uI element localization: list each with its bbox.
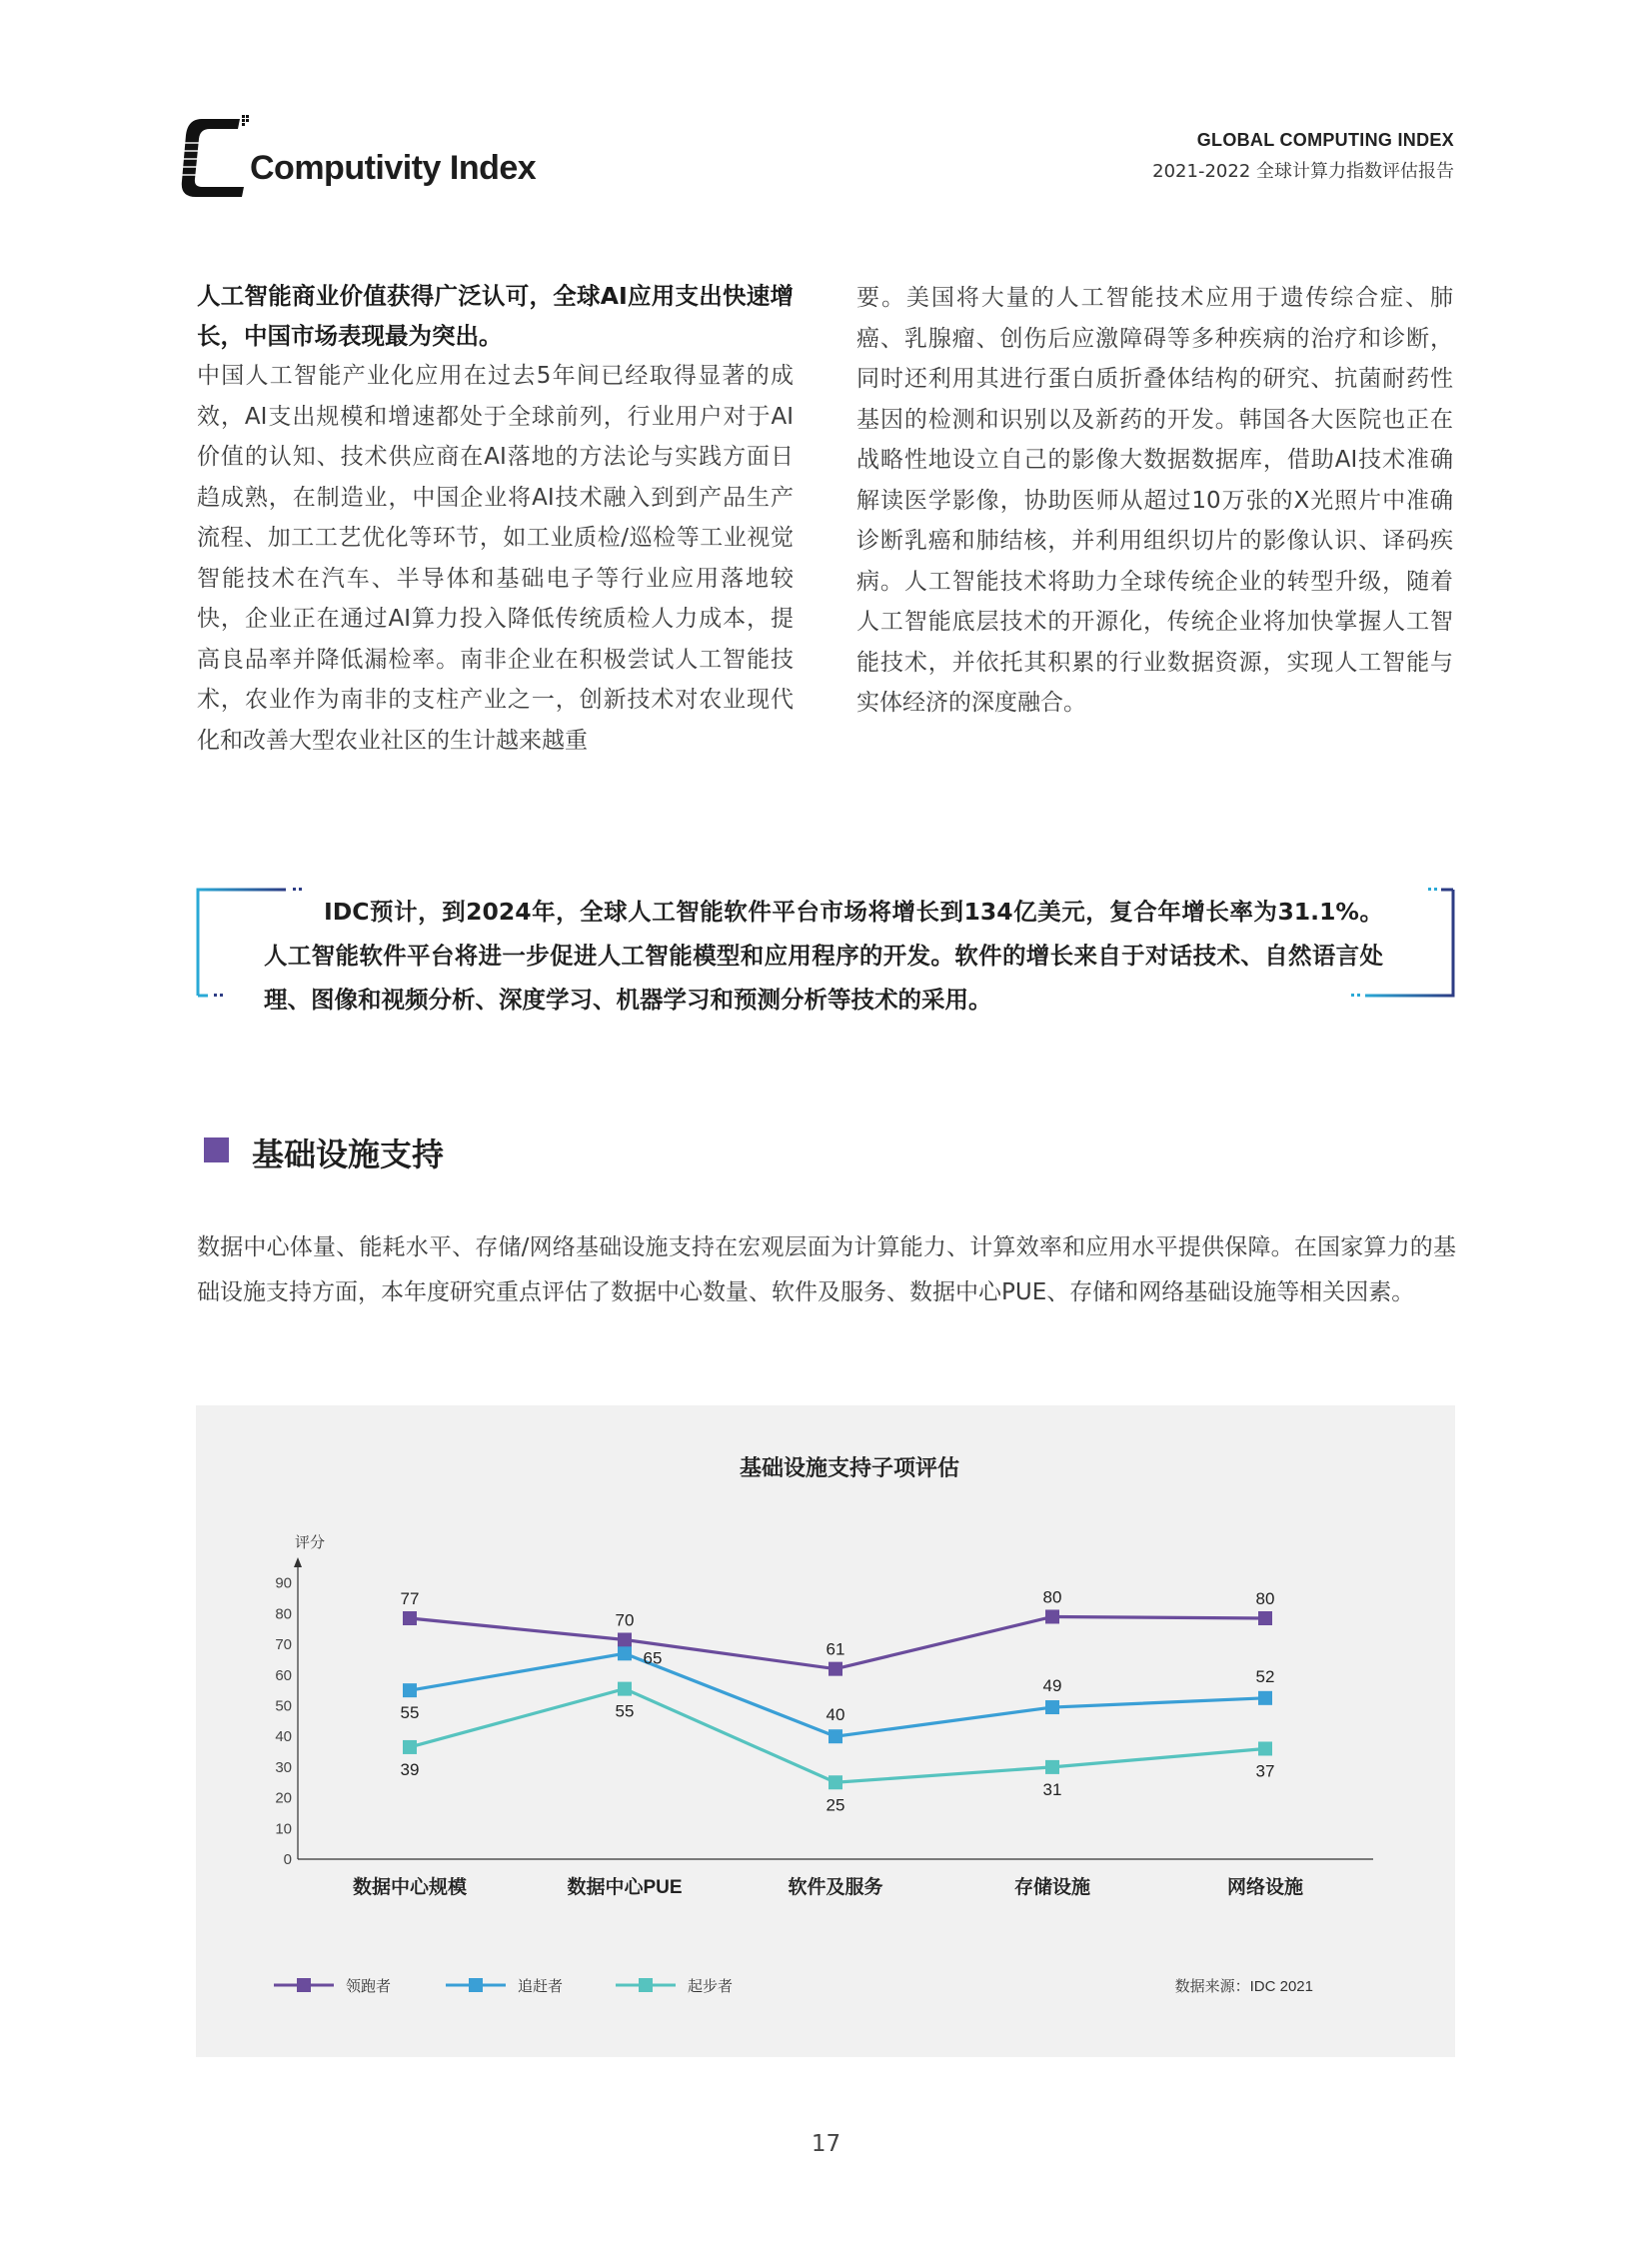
data-value-label: 65 [643,1648,663,1668]
right-column [856,278,1453,724]
data-value-label: 61 [826,1639,845,1659]
x-category-label: 软件及服务 [788,1877,883,1898]
data-point-marker [828,1662,842,1676]
lead-paragraph: 人工智能商业价值获得广泛认可，全球AI应用支出快速增长，中国市场表现最为突出。 [197,282,794,350]
data-value-label: 37 [1255,1761,1275,1781]
data-point-marker [403,1740,417,1754]
data-point-marker [618,1682,632,1696]
legend-label: 起步者 [688,1978,734,1995]
page-number: 17 [811,2131,841,2157]
data-point-marker [1258,1611,1272,1625]
data-value-label: 31 [1042,1779,1062,1799]
x-category-label: 数据中心规模 [352,1877,468,1898]
data-point-marker [403,1683,417,1697]
data-value-label: 80 [1042,1587,1062,1607]
y-tick-label: 0 [283,1851,292,1868]
header-title-cn: 2021-2022 全球计算力指数评估报告 [1152,161,1454,182]
y-tick-label: 30 [275,1758,292,1776]
legend-label: 领跑者 [346,1978,392,1995]
data-point-marker [1045,1760,1059,1774]
left-body-paragraph: 中国人工智能产业化应用在过去5年间已经取得显著的成效，AI支出规模和增速都处于全球前列，行业用户对于AI价值的认知、技术供应商在AI落地的方法论与实践方面日趋成熟，在制造业，中国企业将AI技术融入到到产品生产流程、加工工艺优化等环节，如工业质检/巡检等工业视觉智能技术在汽车、半导体和基础电子等行业应用落地较快，企业正在通过AI算力投入降低传统质检人力成本，提高良品率并降低漏检率。南非企业在积极尝试人工智能技术，农业作为南非的支柱产业之一，创新技术对农业现代化和改善大型农业社区的生计越来越重 [197,363,794,754]
data-point-marker [618,1646,632,1660]
data-point-marker [1045,1609,1059,1623]
y-tick-label: 70 [275,1636,292,1654]
callout-text: IDC预计，到2024年，全球人工智能软件平台市场将增长到134亿美元，复合年增长率为31.1%。人工智能软件平台将进一步促进人工智能模型和应用程序的开发。软件的增长来自于对话技术、自然语言处理、图像和视频分析、深度学习、机器学习和预测分析等技术的采用。 [264,898,1383,1014]
y-axis-arrow-icon [294,1557,302,1567]
left-column [197,276,794,761]
y-tick-label: 20 [275,1789,292,1807]
y-axis-label: 评分 [294,1534,326,1551]
y-tick-label: 60 [275,1666,292,1684]
header-title-en: GLOBAL COMPUTING INDEX [1196,130,1454,150]
report-header [1152,130,1454,183]
x-category-label: 数据中心PUE [567,1877,683,1898]
data-source-label: 数据来源：IDC 2021 [1174,1978,1313,1995]
data-value-label: 25 [826,1795,845,1815]
data-value-label: 55 [400,1703,420,1723]
logo-text: Computivity Index [250,149,537,187]
y-tick-label: 90 [275,1574,292,1592]
data-value-label: 52 [1255,1666,1275,1686]
line-chart [196,1405,1455,2057]
data-value-label: 70 [615,1610,635,1630]
data-value-label: 80 [1255,1589,1275,1609]
section-title: 基础设施支持 [252,1135,445,1173]
chart-title: 基础设施支持子项评估 [739,1455,960,1480]
data-point-marker [828,1729,842,1743]
data-value-label: 55 [615,1701,635,1721]
data-point-marker [1045,1700,1059,1714]
y-tick-label: 40 [275,1728,292,1746]
data-point-marker [618,1632,632,1646]
data-value-label: 77 [400,1589,420,1609]
data-point-marker [1258,1741,1272,1755]
data-point-marker [828,1775,842,1789]
y-tick-label: 10 [275,1820,292,1838]
data-point-marker [403,1611,417,1625]
data-value-label: 40 [826,1705,845,1725]
section-marker-icon [204,1137,229,1162]
right-body-paragraph: 要。美国将大量的人工智能技术应用于遗传综合症、肺癌、乳腺瘤、创伤后应激障碍等多种疾病的治疗和诊断，同时还利用其进行蛋白质折叠体结构的研究、抗菌耐药性基因的检测和识别以及新药的开发。韩国各大医院也正在战略性地设立自己的影像大数据数据库，借助AI技术准确解读医学影像，协助医师从超过10万张的X光照片中准确诊断乳癌和肺结核，并利用组织切片的影像认识、译码疾病。人工智能技术将助力全球传统企业的转型升级，随着人工智能底层技术的开源化，传统企业将加快掌握人工智能技术，并依托其积累的行业数据资源，实现人工智能与实体经济的深度融合。 [856,285,1453,716]
legend-marker [639,1978,653,1992]
computivity-logo [180,113,560,203]
chart-panel [196,1405,1455,2057]
data-value-label: 39 [400,1759,420,1779]
section-body: 数据中心体量、能耗水平、存储/网络基础设施支持在宏观层面为计算能力、计算效率和应用水平提供保障。在国家算力的基础设施支持方面，本年度研究重点评估了数据中心数量、软件及服务、数据中心PUE、存储和网络基础设施等相关因素。 [197,1234,1456,1305]
x-category-label: 网络设施 [1226,1877,1304,1898]
legend-label: 追赶者 [518,1978,564,1995]
y-tick-label: 80 [275,1605,292,1623]
x-category-label: 存储设施 [1013,1877,1091,1898]
callout-box [196,888,1456,1014]
y-tick-label: 50 [275,1697,292,1715]
logo-c-mark-icon [180,113,250,203]
data-point-marker [1258,1691,1272,1705]
data-value-label: 49 [1042,1676,1062,1696]
legend-marker [469,1978,483,1992]
legend-marker [297,1978,311,1992]
